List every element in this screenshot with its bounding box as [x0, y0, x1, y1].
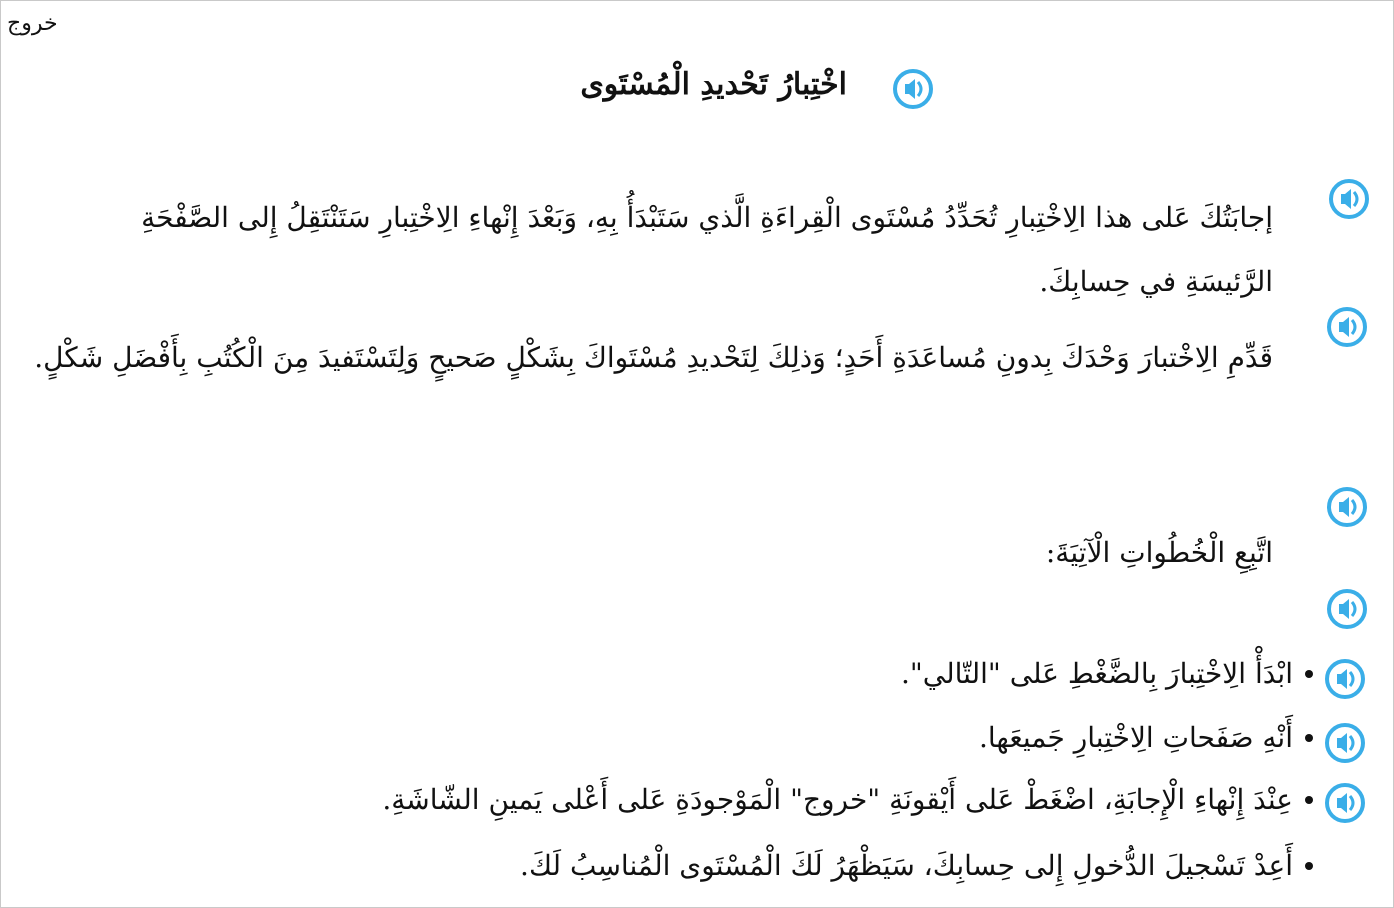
intro-paragraph-2: قَدِّمِ الِاخْتبارَ وَحْدَكَ بِدونِ مُساعَدَةِ أَحَدٍ؛ وَذلِكَ لِتَحْديدِ مُسْتَواكَ بِشَكْلٍ صَحيحٍ وَلِتَسْتَفيدَ مِنَ الْكُتُبِ بِأَفْضَلِ شَكْلٍ. — [34, 341, 1273, 374]
step-2-text: أَنْهِ صَفَحاتِ الِاخْتِبارِ جَميعَها. — [979, 721, 1293, 754]
list-item — [979, 721, 1313, 754]
steps-heading-audio-button[interactable] — [1327, 487, 1367, 527]
bullet-icon — [1305, 796, 1313, 804]
step-1-audio-button[interactable] — [1325, 659, 1365, 699]
list-item — [382, 783, 1313, 816]
speaker-icon — [1325, 783, 1365, 823]
paragraph-2-audio-button[interactable] — [1327, 307, 1367, 347]
steps-heading: اتَّبِعِ الْخُطُواتِ الْآتِيَةَ: — [1045, 536, 1273, 569]
bullet-icon — [1305, 734, 1313, 742]
title-audio-button[interactable] — [893, 69, 933, 109]
step-2-audio-button[interactable] — [1325, 723, 1365, 763]
step-3-text: عِنْدَ إِنْهاءِ الْإِجابَةِ، اضْغَطْ عَلى أَيْقونَةِ "خروج" الْمَوْجودَةِ عَلى أَعْلى يَمينِ الشّاشَةِ. — [382, 783, 1293, 816]
list-item — [520, 849, 1313, 882]
speaker-icon — [1329, 179, 1369, 219]
speaker-icon — [1325, 723, 1365, 763]
step-1-text: ابْدَأْ الِاخْتِبارَ بِالضَّغْطِ عَلى "التّالي". — [900, 657, 1293, 690]
bullet-icon — [1305, 670, 1313, 678]
speaker-icon — [1327, 307, 1367, 347]
speaker-icon — [893, 69, 933, 109]
step-3-audio-button[interactable] — [1325, 783, 1365, 823]
step-4-text: أَعِدْ تَسْجيلَ الدُّخولِ إِلى حِسابِكَ، سَيَظْهَرُ لَكَ الْمُسْتَوى الْمُناسِبُ لَكَ. — [520, 849, 1293, 882]
exit-button[interactable]: خروج — [7, 11, 58, 36]
bullet-icon — [1305, 862, 1313, 870]
speaker-icon — [1325, 659, 1365, 699]
paragraph-1-audio-button[interactable] — [1329, 179, 1369, 219]
steps-list-audio-button[interactable] — [1327, 589, 1367, 629]
speaker-icon — [1327, 589, 1367, 629]
list-item — [901, 657, 1313, 690]
intro-paragraph-1: إجابَتُكَ عَلى هذا الِاخْتِبارِ تُحَدِّدُ مُسْتَوى الْقِراءَةِ الَّذي سَتَبْدَأُ بِهِ، وَبَعْدَ إِنْهاءِ الِاخْتِبارِ سَتَنْتَقِلُ إِلى الصَّفْحَةِ الرَّئيسَةِ في حِسابِكَ. — [141, 201, 1273, 298]
speaker-icon — [1327, 487, 1367, 527]
page-title: اخْتِبارُ تَحْديدِ الْمُسْتَوى — [580, 67, 847, 102]
